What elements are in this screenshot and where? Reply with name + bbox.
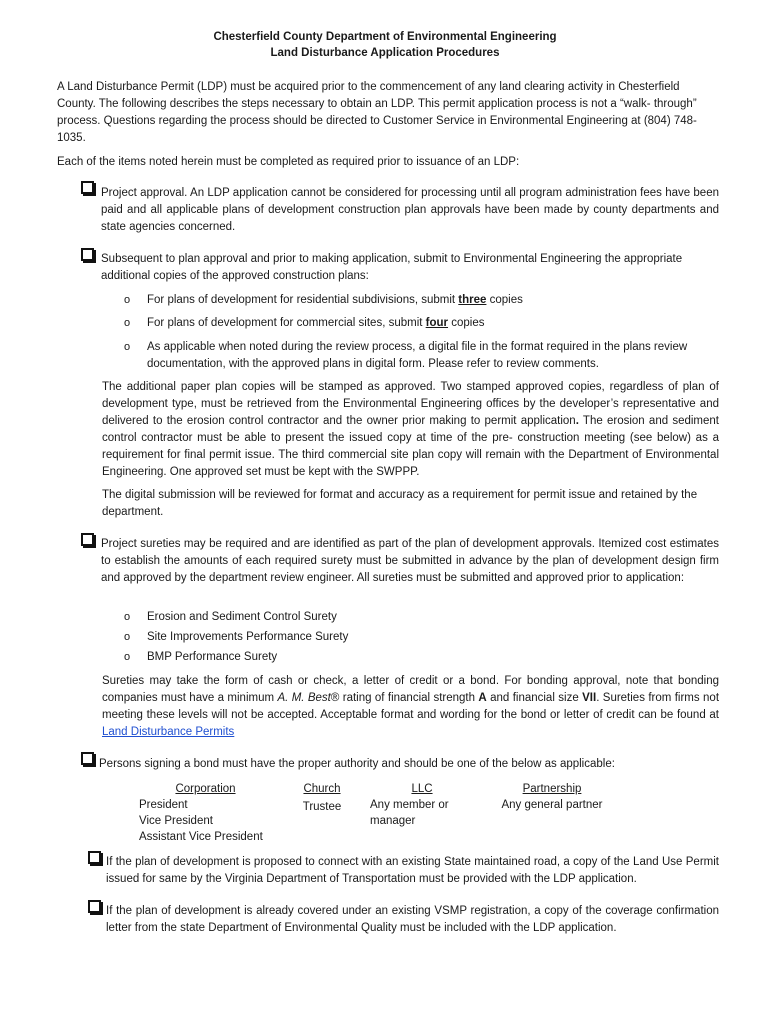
corporation-column [139,781,272,845]
church-column [300,781,344,815]
checkbox-vdot-permit[interactable] [88,851,101,864]
bullet-residential-copies: For plans of development for residential subdivisions, submit three copies [147,294,523,306]
checkbox-project-sureties[interactable] [81,533,94,546]
document-title: Chesterfield County Department of Environmental Engineering [213,31,557,43]
signer-role: Vice President [139,815,213,827]
partnership-heading: Partnership [522,783,582,795]
item-plan-copies: Subsequent to plan approval and prior to making application, submit to Environmental Engineering the appropriate additional copies of the approved construction plans: [101,253,683,282]
signer-role: Any general partner [501,799,603,811]
signer-role: President [139,799,188,811]
corporation-heading: Corporation [175,783,236,795]
bullet-commercial-copies: For plans of development for commercial sites, submit four copies [147,317,485,329]
document-subtitle: Land Disturbance Application Procedures [270,47,500,59]
bullet-marker: o [124,651,131,663]
land-disturbance-permits-link[interactable]: Land Disturbance Permits [102,726,235,738]
item-vdot-permit: If the plan of development is proposed to connect with an existing State maintained road, a copy of the Land Use Permit issued for same by the Virginia Department of Transportation must be provided with the LDP application. [106,856,719,885]
signer-role: Assistant Vice President [139,831,263,843]
signer-role: Trustee [302,801,342,813]
item-vsmp-coverage: If the plan of development is already covered under an existing VSMP registration, a copy of the coverage confirmation letter from the state Department of Environmental Quality must be included with the LDP application. [106,905,719,934]
bullet-marker: o [124,294,131,306]
llc-heading: LLC [411,783,433,795]
church-heading: Church [303,783,341,795]
bullet-marker: o [124,631,131,643]
bullet-marker: o [124,341,131,353]
intro-paragraph: A Land Disturbance Permit (LDP) must be acquired prior to the commencement of any land clearing activity in Chesterfield County. The following describes the steps necessary to obtain an LDP. This permit application process is not a “walk- through” process. Questions regarding the process should be directed to Customer Service in Environmental Engineering at (804) 748-1035. [57,81,697,144]
surety-item: Erosion and Sediment Control Surety [147,611,337,623]
digital-submission-paragraph: The digital submission will be reviewed for format and accuracy as a requirement for permit issue and retained by the department. [102,489,698,518]
item-project-approval: Project approval. An LDP application cannot be considered for processing until all program administration fees have been paid and all applicable plans of development construction plan approvals have been made by county departments and state agencies concerned. [101,187,719,233]
item-project-sureties: Project sureties may be required and are identified as part of the plan of development approvals. Itemized cost estimates to establish the amounts of each required surety must be submitted in advance by the plan of development design firm and approved by the department review engineer. All sureties must be submitted and approved prior to application: [101,538,719,584]
surety-item: BMP Performance Surety [147,651,278,663]
llc-column [370,781,470,829]
lead-paragraph: Each of the items noted herein must be completed as required prior to issuance of an LDP: [57,156,520,168]
paper-copies-paragraph: The additional paper plan copies will be stamped as approved. Two stamped approved copies, regardless of plan of development type, must be retrieved from the Environmental Engineering offices by the developer’s representative and delivered to the erosion control contractor and the owner prior making to permit application. The erosion and sediment control contractor must be able to present the issued copy at time of the pre- construction meeting (see below) as a requirement for final permit issue. The third commercial site plan copy will remain with the Department of Environmental Engineering. One approved set must be kept with the SWPPP. [102,381,719,478]
item-bond-signers: Persons signing a bond must have the proper authority and should be one of the below as applicable: [99,758,615,770]
checkbox-project-approval[interactable] [81,181,94,194]
signer-role: Any member or [370,799,449,811]
bullet-digital-file: As applicable when noted during the review process, a digital file in the format required in the plans review documentation, with the approved plans in digital form. Please refer to review comments. [147,341,688,370]
signer-role: manager [370,815,416,827]
checkbox-vsmp-coverage[interactable] [88,900,101,913]
bullet-marker: o [124,611,131,623]
checkbox-plan-copies[interactable] [81,248,94,261]
checkbox-bond-signers[interactable] [81,752,94,765]
surety-item: Site Improvements Performance Surety [147,631,349,643]
sureties-form-paragraph: Sureties may take the form of cash or check, a letter of credit or a bond. For bonding approval, note that bonding companies must have a minimum A. M. Best® rating of financial strength A and financial size VII. Sureties from firms not meeting these levels will not be accepted. Acceptable format and wording for the bond or letter of credit can be found at Land Disturbance Permits [102,675,720,738]
bullet-marker: o [124,317,131,329]
partnership-column [487,781,617,813]
